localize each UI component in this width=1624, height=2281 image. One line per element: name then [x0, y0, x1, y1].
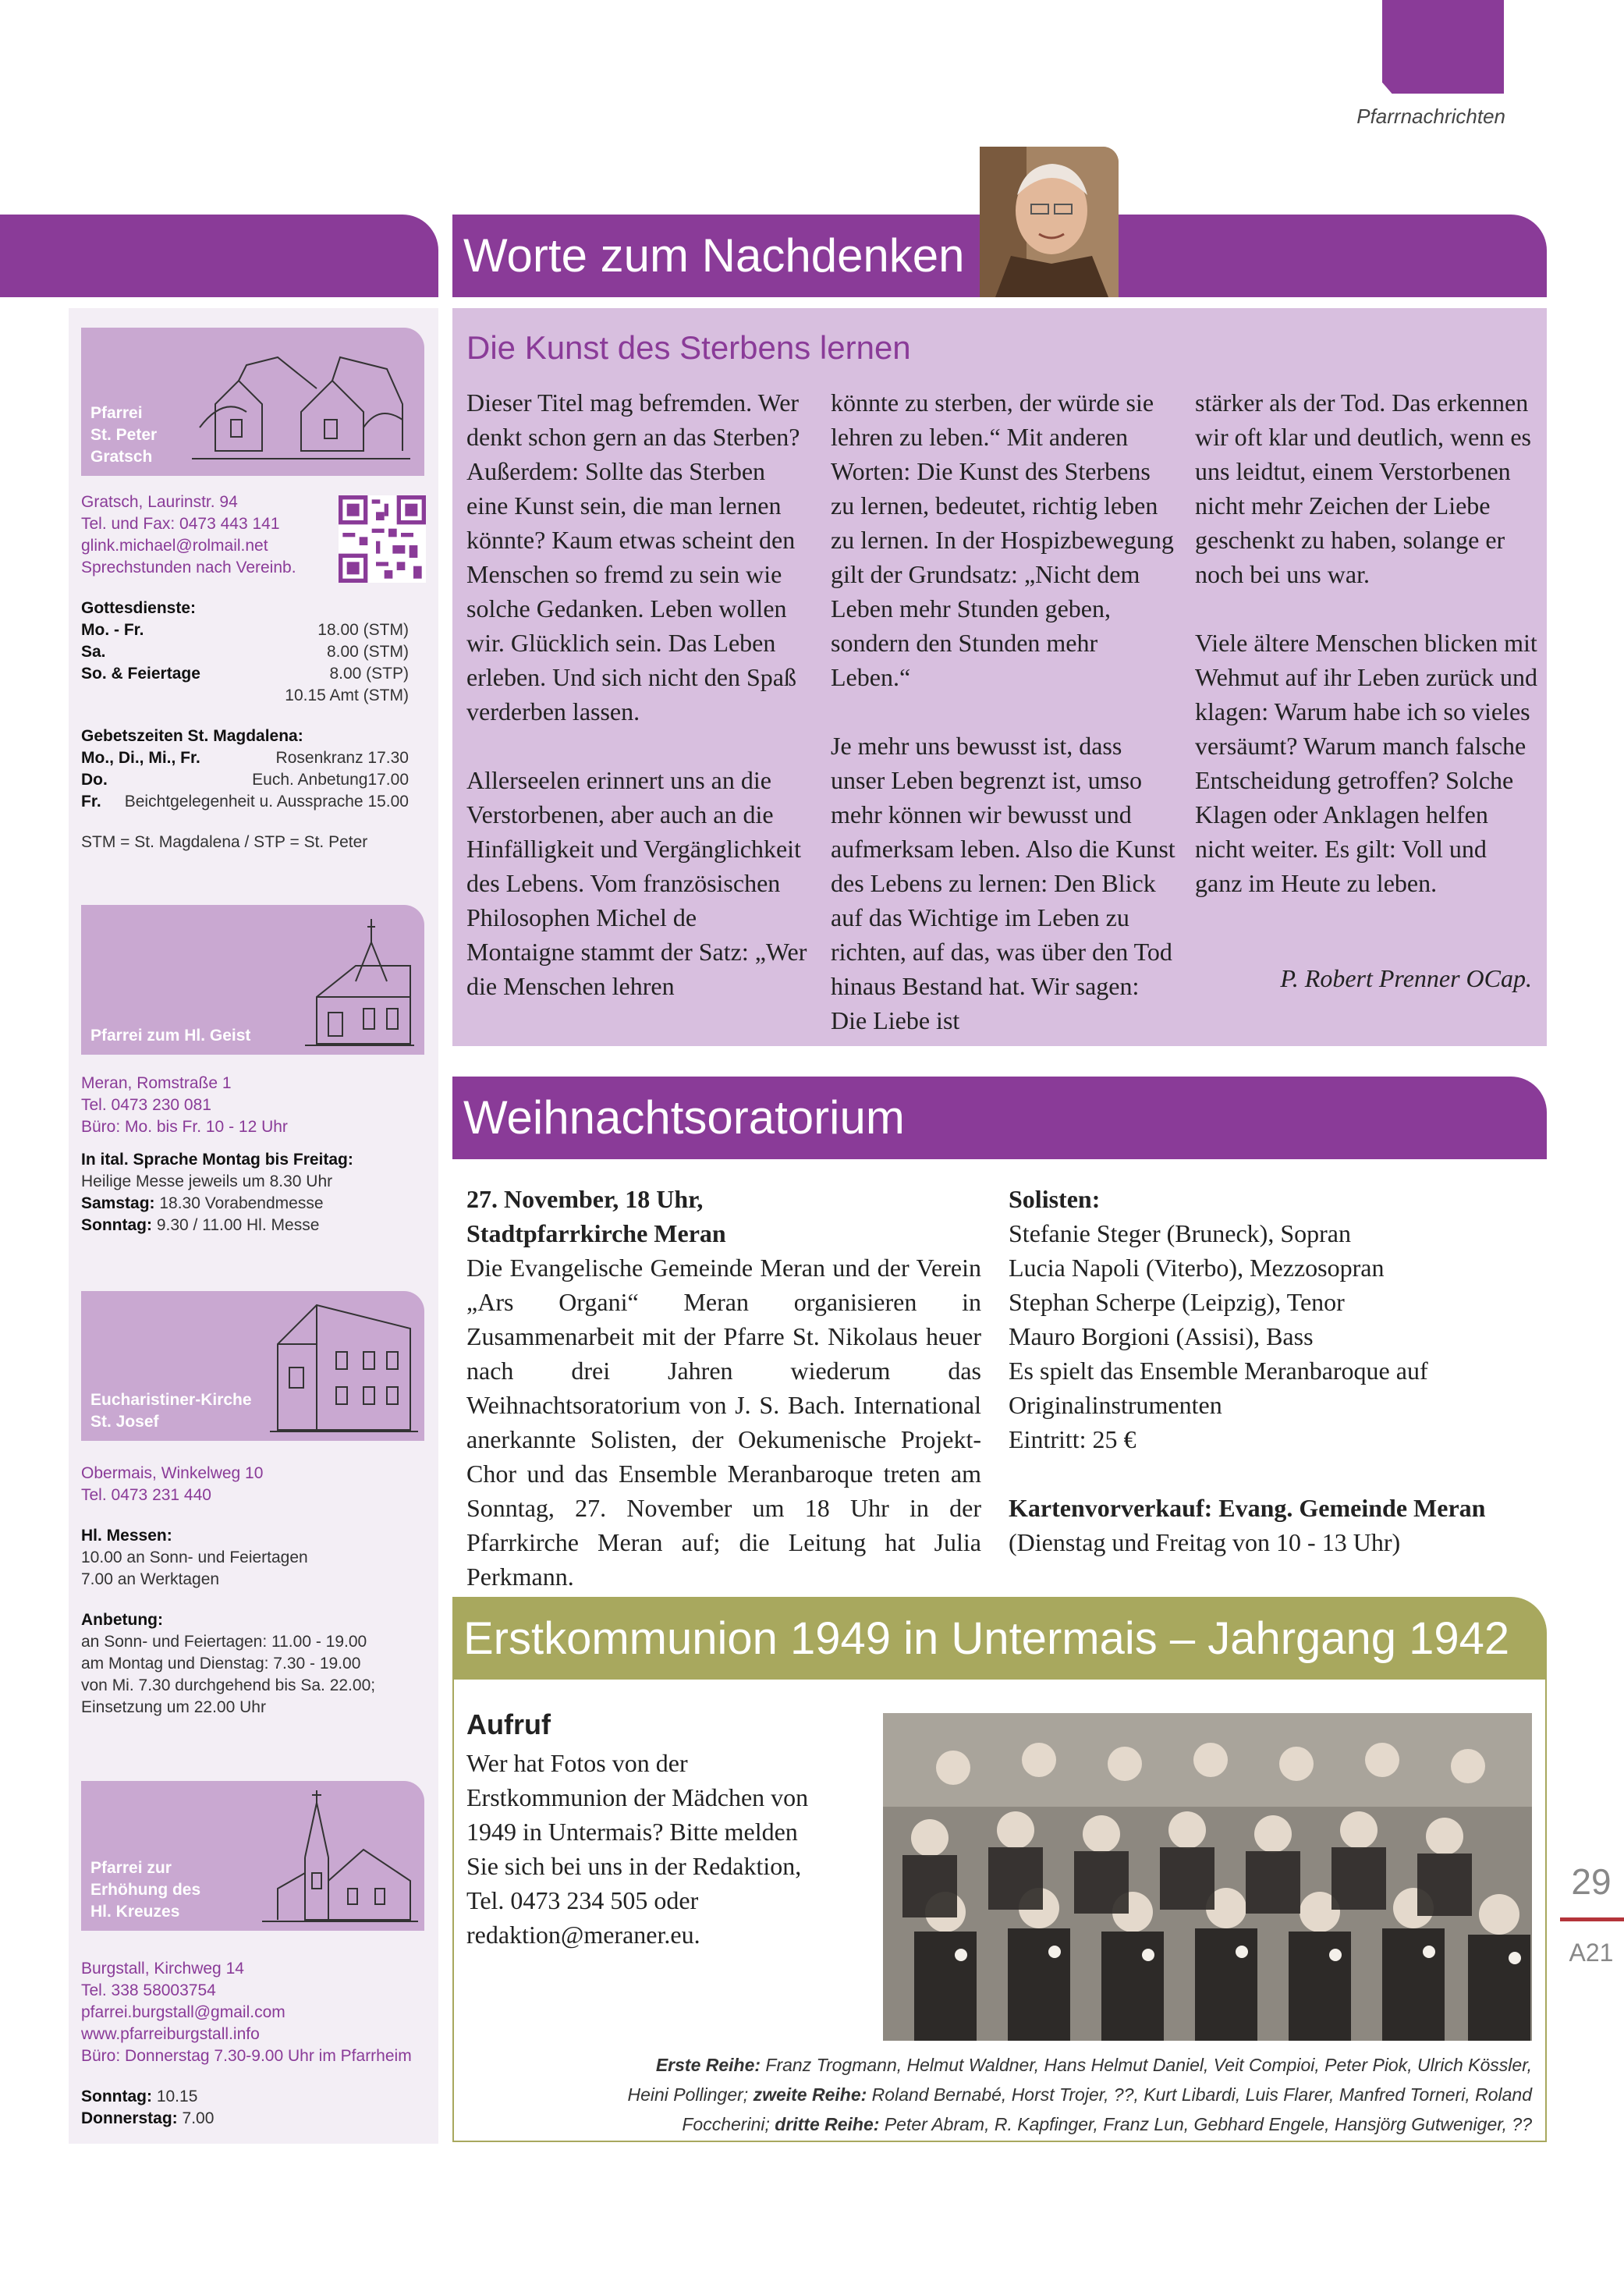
caption-names: Peter Abram, R. Kapfinger, Franz Lun, Gebhard Engele, Hansjörg Gutweniger, ??: [879, 2114, 1532, 2134]
author-portrait: [980, 147, 1119, 297]
erstkommunion-header-bar: [452, 1597, 1547, 1680]
kreuz-picture: [81, 1781, 424, 1931]
erstkommunion-title: Erstkommunion 1949 in Untermais – Jahrgang 1942: [463, 1613, 1510, 1664]
soloist: Lucia Napoli (Viterbo), Mezzosopran: [1009, 1254, 1385, 1282]
soloist: Stephan Scherpe (Leipzig), Tenor: [1009, 1288, 1345, 1316]
call-contact[interactable]: Tel. 0473 234 505 oder redaktion@meraner.eu.: [466, 1886, 700, 1949]
day-label: Sonntag:: [81, 1216, 152, 1234]
group-photo: [883, 1713, 1532, 2041]
gratsch-name-line: Gratsch: [90, 448, 153, 466]
kreuz-website[interactable]: www.pfarreiburgstall.info: [81, 2025, 260, 2043]
josef-picture: [81, 1291, 424, 1441]
worte-paragraph: Allerseelen erinnert uns an die Verstorbenen, aber auch an die Hinfälligkeit und Vergänglichkeit des Lebens. Vom französischen Philosophen Michel de Montaigne stammt der Satz: „Wer die Menschen lehren: [466, 766, 807, 1000]
prayer-time: Rosenkranz 17.30: [275, 749, 409, 767]
event-date: 27. November, 18 Uhr,: [466, 1185, 704, 1213]
church-sketch-icon: [262, 1787, 418, 1928]
church-sketch-icon: [301, 911, 418, 1052]
gratsch-address: Gratsch, Laurinstr. 94: [81, 493, 238, 511]
service-time: 10.15: [151, 2088, 198, 2105]
worte-paragraph: Dieser Titel mag befremden. Wer denkt schon gern an das Sterben? Außerdem: Sollte das Sterben eine Kunst sein, die man lernen könnte? Kaum etwas scheint den Menschen so fremd zu sein wie solche Gedanken. Leben wollen wir. Glücklich sein. Das Leben erleben. Und sich nicht den Spaß verderben lassen.: [466, 388, 800, 725]
call-text: Wer hat Fotos von der Erstkommunion der Mädchen von 1949 in Untermais? Bitte melden Sie sich bei uns in der Redaktion,: [466, 1749, 809, 1880]
caption-row-label: zweite Reihe:: [753, 2084, 867, 2105]
portrait-icon: [980, 147, 1119, 297]
geist-hours: Büro: Mo. bis Fr. 10 - 12 Uhr: [81, 1118, 288, 1136]
gratsch-name: [90, 403, 157, 468]
kreuz-name: [90, 1857, 200, 1923]
kreuz-hours: Büro: Donnerstag 7.30-9.00 Uhr im Pfarrheim: [81, 2047, 412, 2065]
italian-services-label: In ital. Sprache Montag bis Freitag:: [81, 1151, 353, 1169]
weihnacht-column-2: [1009, 1182, 1547, 1559]
mass-time: 7.00 an Werktagen: [81, 1570, 220, 1588]
worte-paragraph: Je mehr uns bewusst ist, dass unser Leben begrenzt ist, umso mehr können wir bewusst und aufmerksam leben. Also die Kunst des Lebens zu lernen: Den Blick auf das Wichtige im Leben zu richten, auf das, was über den Tod hinaus Bestand hat. Wir sagen: Die Liebe ist: [831, 732, 1175, 1034]
adoration-time: Einsetzung um 22.00 Uhr: [81, 1698, 266, 1716]
presale-label: Kartenvorverkauf: Evang. Gemeinde Meran: [1009, 1494, 1486, 1522]
kreuz-name-line: Erhöhung des: [90, 1881, 201, 1899]
mass-time: 10.00 an Sonn- und Feiertagen: [81, 1548, 308, 1566]
kreuz-email[interactable]: pfarrei.burgstall@gmail.com: [81, 2003, 285, 2021]
service-time: 9.30 / 11.00 Hl. Messe: [151, 1216, 320, 1234]
parish-sidebar: [69, 308, 438, 2144]
geist-mass: Heilige Messe jeweils um 8.30 Uhr: [81, 1172, 333, 1190]
services-label: Gottesdienste:: [81, 599, 197, 617]
service-time: 7.00: [177, 2109, 215, 2127]
soloist: Stefanie Steger (Bruneck), Sopran: [1009, 1219, 1351, 1247]
worte-column-3: [1195, 385, 1538, 900]
geist-name: Pfarrei zum Hl. Geist: [90, 1027, 251, 1045]
caption-names: Foccherini;: [682, 2114, 775, 2134]
church-sketch-icon: [270, 1297, 418, 1438]
page-number-divider: [1560, 1917, 1624, 1921]
weihnacht-column-1: [466, 1182, 981, 1594]
page-code: A21: [1569, 1939, 1614, 1967]
soloist: Mauro Borgioni (Assisi), Bass: [1009, 1322, 1314, 1350]
kreuz-name-line: Pfarrei zur: [90, 1859, 172, 1877]
kreuz-phone: Tel. 338 58003754: [81, 1981, 216, 1999]
service-day: Mo. - Fr.: [81, 621, 144, 639]
gratsch-name-line: St. Peter: [90, 426, 158, 444]
prayer-day: Do.: [81, 771, 108, 789]
presale-hours: (Dienstag und Freitag von 10 - 13 Uhr): [1009, 1528, 1401, 1556]
article-author: P. Robert Prenner OCap.: [1280, 964, 1532, 992]
event-description: Die Evangelische Gemeinde Meran und der Verein „Ars Organi“ Meran organisieren in Zusammenarbeit mit der Pfarre St. Nikolaus heuer nach drei Jahren wiederum das Weihnachtsoratorium von J. S. Bach. International anerkannte Solisten, der Oekumenische Projekt-Chor und das Ensemble Meranbaroque treten am Sonntag, 27. November um 18 Uhr in der Pfarrkirche Meran auf; die Leitung hat Julia Perkmann.: [466, 1254, 981, 1591]
group-photo-icon: [883, 1713, 1532, 2041]
caption-names: Heini Pollinger;: [627, 2084, 753, 2105]
qr-code-icon[interactable]: [339, 495, 426, 583]
worte-paragraph: Viele ältere Menschen blicken mit Wehmut auf ihr Leben zurück und klagen: Warum habe ich so vieles versäumt? Warum manch falsche Entscheidung getroffen? Solche Klagen oder Anklagen helfen nicht weiter. Es gilt: Voll und ganz im Heute zu leben.: [1195, 629, 1538, 897]
admission-price: Eintritt: 25 €: [1009, 1425, 1136, 1453]
service-time: 8.00 (STP): [329, 665, 409, 683]
josef-name-line: Eucharistiner-Kirche: [90, 1391, 252, 1409]
geist-phone: Tel. 0473 230 081: [81, 1096, 211, 1114]
photo-caption: [468, 2050, 1532, 2139]
header-tab: [1382, 0, 1504, 94]
ensemble-info: Es spielt das Ensemble Meranbaroque auf Originalinstrumenten: [1009, 1357, 1428, 1419]
day-label: Samstag:: [81, 1194, 155, 1212]
service-day: Sa.: [81, 643, 106, 661]
josef-phone: Tel. 0473 231 440: [81, 1486, 211, 1504]
church-sketch-icon: [184, 334, 418, 470]
soloists-label: Solisten:: [1009, 1185, 1101, 1213]
adoration-time: von Mi. 7.30 durchgehend bis Sa. 22.00;: [81, 1676, 376, 1694]
call-heading: Aufruf: [466, 1708, 551, 1740]
erstkommunion-text: [466, 1746, 810, 1952]
prayer-day: Mo., Di., Mi., Fr.: [81, 749, 200, 767]
geist-address: Meran, Romstraße 1: [81, 1074, 232, 1092]
gratsch-email[interactable]: glink.michael@rolmail.net: [81, 537, 268, 555]
caption-row-label: dritte Reihe:: [775, 2114, 880, 2134]
weihnacht-header-bar: [452, 1077, 1547, 1159]
worte-column-2: [831, 385, 1178, 1038]
day-label: Donnerstag:: [81, 2109, 178, 2127]
josef-name: [90, 1389, 252, 1433]
worte-paragraph: stärker als der Tod. Das erkennen wir oft klar und deutlich, wenn es uns leidtut, einem Verstorbenen nicht mehr Zeichen der Liebe geschenkt zu haben, solange er noch bei uns war.: [1195, 388, 1531, 588]
worte-subtitle: Die Kunst des Sterbens lernen: [466, 329, 911, 366]
gratsch-phone: Tel. und Fax: 0473 443 141: [81, 515, 280, 533]
prayer-time: Euch. Anbetung17.00: [252, 771, 409, 789]
josef-info: [81, 1463, 424, 1719]
kreuz-address: Burgstall, Kirchweg 14: [81, 1960, 244, 1978]
weihnacht-title: Weihnachtsoratorium: [463, 1091, 905, 1144]
service-time: 10.15 Amt (STM): [285, 686, 409, 704]
service-time: 18.30 Vorabendmesse: [154, 1194, 324, 1212]
gratsch-name-line: Pfarrei: [90, 404, 143, 422]
adoration-time: am Montag und Dienstag: 7.30 - 19.00: [81, 1655, 361, 1673]
geist-picture: [81, 905, 424, 1055]
prayer-times-label: Gebetszeiten St. Magdalena:: [81, 727, 303, 745]
kreuz-info: [81, 1958, 424, 2130]
service-day: So. & Feiertage: [81, 665, 200, 683]
left-header-bar: [0, 215, 438, 297]
adoration-label: Anbetung:: [81, 1611, 163, 1629]
caption-row-label: Erste Reihe:: [655, 2055, 761, 2075]
adoration-time: an Sonn- und Feiertagen: 11.00 - 19.00: [81, 1633, 367, 1651]
caption-names: Roland Bernabé, Horst Trojer, ??, Kurt Libardi, Luis Flarer, Manfred Torneri, Roland: [867, 2084, 1532, 2105]
service-time: 18.00 (STM): [317, 621, 409, 639]
day-label: Sonntag:: [81, 2088, 152, 2105]
prayer-time: Beichtgelegenheit u. Aussprache 15.00: [124, 793, 409, 811]
page-number: 29: [1571, 1861, 1612, 1902]
geist-info: [81, 1073, 424, 1236]
event-venue: Stadtpfarrkirche Meran: [466, 1219, 726, 1247]
gratsch-picture: [81, 328, 424, 476]
section-kicker: Pfarrnachrichten: [1356, 105, 1505, 128]
abbreviation-legend: STM = St. Magdalena / STP = St. Peter: [81, 833, 368, 851]
masses-label: Hl. Messen:: [81, 1527, 172, 1545]
worte-paragraph: könnte zu sterben, der würde sie lehren zu leben.“ Mit anderen Worten: Die Kunst des Sterbens zu lernen, bedeutet, richtig leben zu lernen. In der Hospizbewegung gilt der Grundsatz: „Nicht dem Leben mehr Stunden geben, sondern den Stunden mehr Leben.“: [831, 388, 1174, 691]
service-time: 8.00 (STM): [326, 643, 409, 661]
gratsch-hours: Sprechstunden nach Vereinb.: [81, 559, 296, 576]
prayer-day: Fr.: [81, 793, 101, 811]
worte-title: Worte zum Nachdenken: [463, 229, 965, 282]
josef-address: Obermais, Winkelweg 10: [81, 1464, 264, 1482]
worte-column-1: [466, 385, 810, 1003]
kreuz-name-line: Hl. Kreuzes: [90, 1903, 180, 1921]
caption-names: Franz Trogmann, Helmut Waldner, Hans Helmut Daniel, Veit Compioi, Peter Piok, Ulrich Kössler,: [761, 2055, 1532, 2075]
josef-name-line: St. Josef: [90, 1413, 159, 1431]
